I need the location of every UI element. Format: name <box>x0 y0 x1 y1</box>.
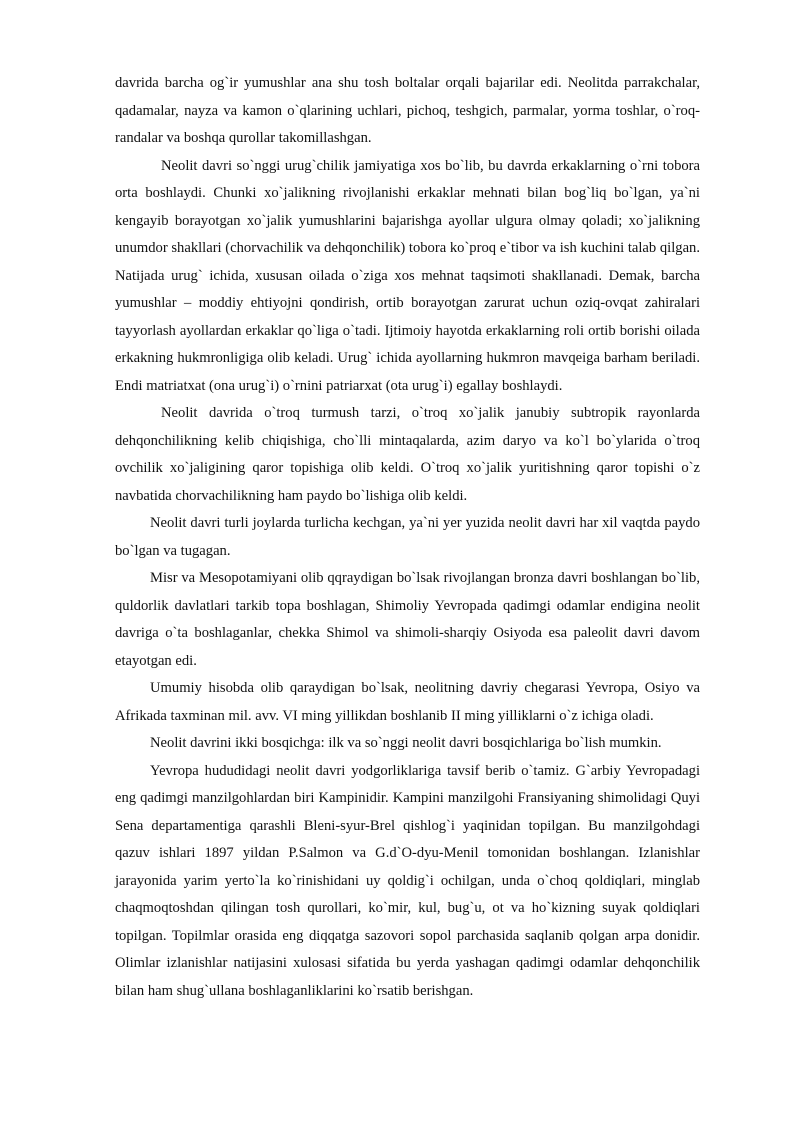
paragraph-chronology: Umumiy hisobda olib qaraydigan bo`lsak, neolitning davriy chegarasi Yevropa, Osiyo va Afrikada taxminan mil. avv. VI ming yillikdan boshlanib II ming yilliklarni o`z ichiga oladi. <box>115 680 700 724</box>
paragraph-kampini: Yevropa hududidagi neolit davri yodgorliklariga tavsif berib o`tamiz. G`arbiy Yevropadagi eng qadimgi manzilgohlardan biri Kampinidir. Kampini manzilgohi Fransiyaning shimolidagi Quyi Sena departamentiga qarashli Bleni-syur-Brel qishlog`i yaqinidan topilgan. Bu manzilgohdagi qazuv ishlari 1897 yildan P.Salmon va G.d`O-dyu-Menil tomonidan boshlangan. Izlanishlar jarayonida yarim yerto`la ko`rinishidani uy qoldig`i ochilgan, unda o`choq qoldiqlari, minglab chaqmoqtoshdan qilingan tosh qurollari, ko`mir, kul, bug`u, ot va ho`kizning suyak qoldiqlari topilgan. Topilmlar orasida eng diqqatga sazovori sopol parchasida saqlanib qolgan arpa donidir. Olimlar izlanishlar natijasini xulosasi sifatida bu yerda yashagan qadimgi odamlar dehqonchilik bilan ham shug`ullana boshlaganliklarini ko`rsatib berishgan. <box>115 762 700 999</box>
paragraph-stages: Neolit davrini ikki bosqichga: ilk va so`nggi neolit davri bosqichlariga bo`lish mumkin. <box>150 735 662 751</box>
paragraph-sedentary-life: Neolit davrida o`troq turmush tarzi, o`troq xo`jalik janubiy subtropik rayonlarda dehqonchilikning kelib chiqishiga, cho`lli mintaqalarda, azim daryo va ko`l bo`ylarida o`troq ovchilik xo`jaligining qaror topishiga olib keldi. O`troq xo`jalik yuritishning qaror topishi o`z navbatida chorvachilikning ham paydo bo`lishiga olib keldi. <box>115 405 700 504</box>
paragraph-regional-differences: Misr va Mesopotamiyani olib qqraydigan bo`lsak rivojlangan bronza davri boshlangan bo`lib, quldorlik davlatlari tarkib topa boshlagan, Shimoliy Yevropada qadimgi odamlar endigina neolit davriga o`ta boshlaganlar, chekka Shimol va shimoli-sharqiy Osiyoda esa paleolit davri davom etayotgan edi. <box>115 570 700 669</box>
paragraph-neolithic-timing: Neolit davri turli joylarda turlicha kechgan, ya`ni yer yuzida neolit davri har xil vaqtda paydo bo`lgan va tugagan. <box>115 515 700 559</box>
paragraph-patriarchy: Neolit davri so`nggi urug`chilik jamiyatiga xos bo`lib, bu davrda erkaklarning o`rni tobora orta boshlaydi. Chunki xo`jalikning rivojlanishi erkaklar mehnati bilan bog`liq bo`lgan, ya`ni kengayib borayotgan xo`jalik yumushlarini bajarishga ayollar ulgura olmay qoladi; xo`jalikning unumdor shakllari (chorvachilik va dehqonchilik) tobora ko`proq e`tibor va ish kuchini talab qilgan. Natijada urug` ichida, xususan oilada o`ziga xos mehnat taqsimoti shakllanadi. Demak, barcha yumushlar – moddiy ehtiyojni qondirish, ortib borayotgan zarurat uchun oziq-ovqat zahiralari tayyorlash ayollardan erkaklar qo`liga o`tadi. Ijtimoiy hayotda erkaklarning roli ortib borishi oilada erkakning hukmronligiga olib keladi. Urug` ichida ayollarning hukmron mavqeiga barham beriladi. Endi matriatxat (ona urug`i) o`rnini patriarxat (ota urug`i) egallay boshlaydi. <box>115 157 700 394</box>
paragraph-tools: davrida barcha og`ir yumushlar ana shu tosh boltalar orqali bajarilar edi. Neolitda parrakchalar, qadamalar, nayza va kamon o`qlarining uchlari, pichoq, teshgich, parmalar, yorma toshlar, o`roq-randalar va boshqa qurollar takomillashgan. <box>115 75 700 146</box>
document-page <box>115 70 700 1005</box>
